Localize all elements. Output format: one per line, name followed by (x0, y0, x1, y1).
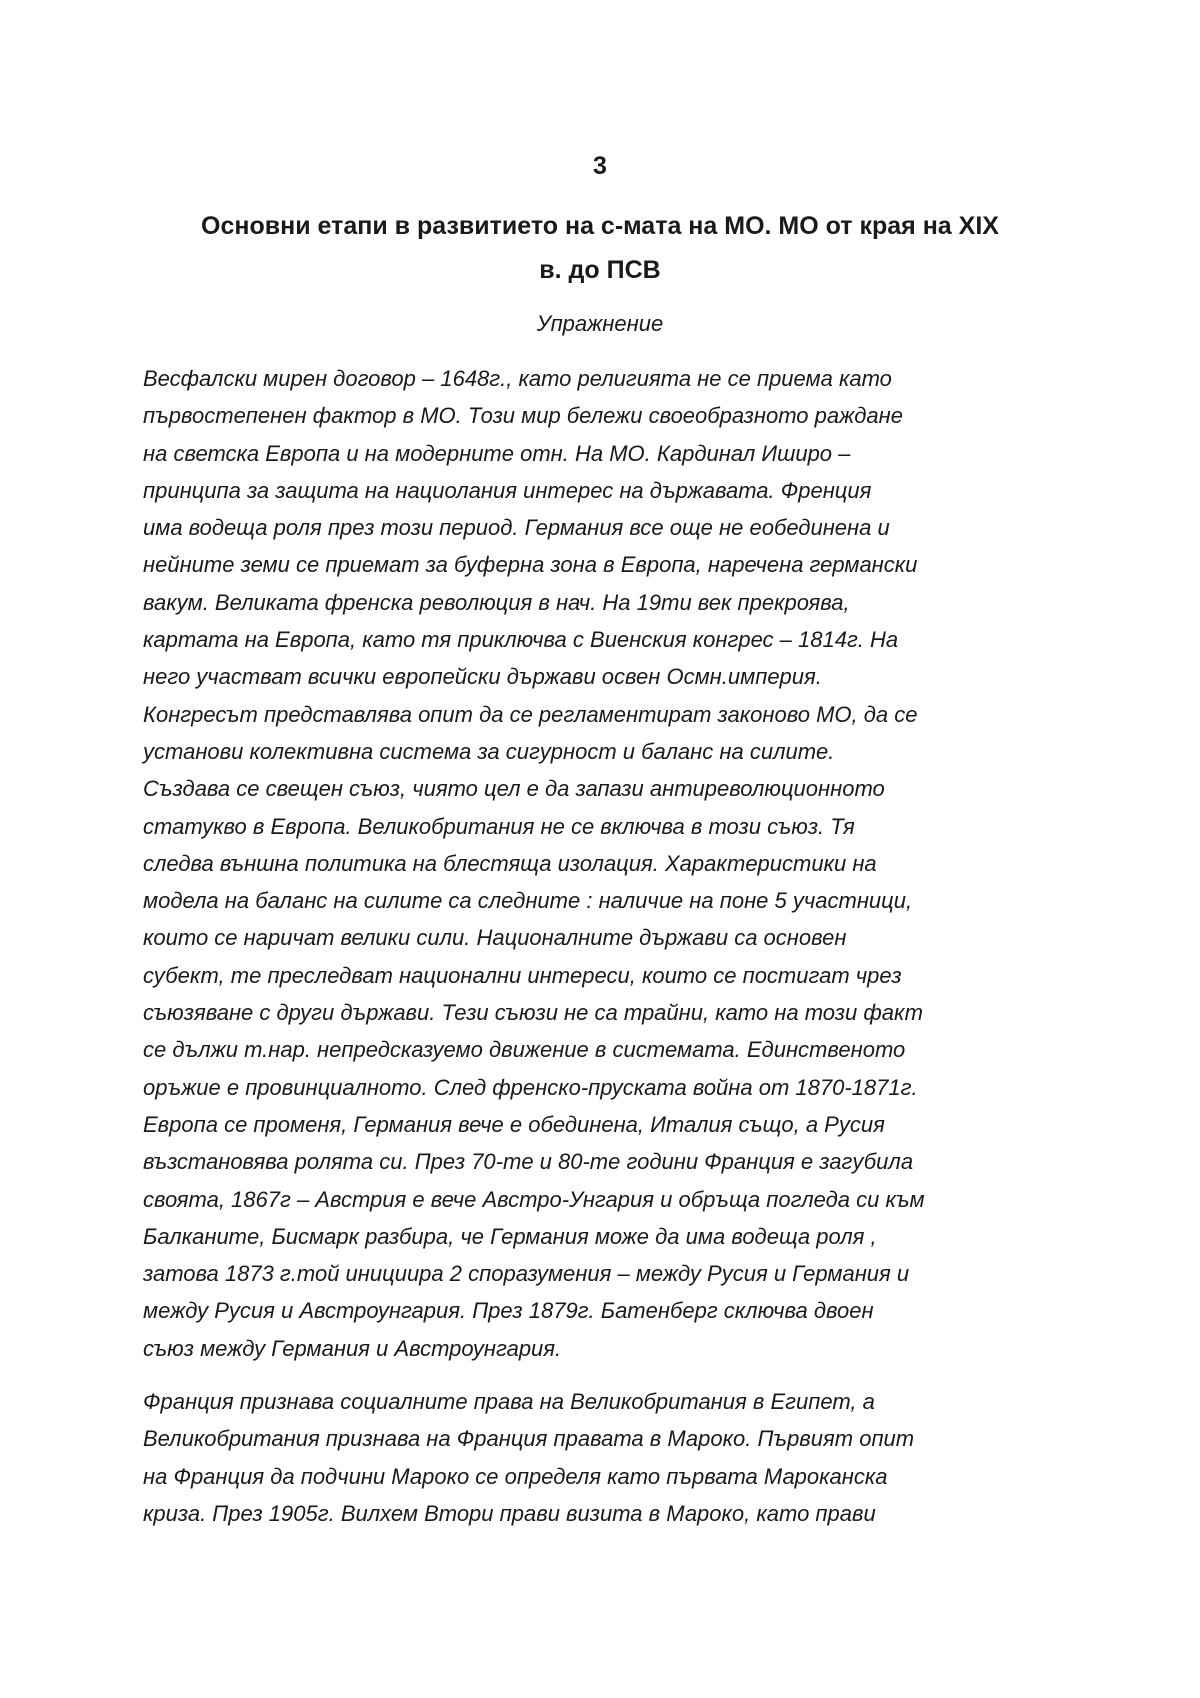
text-line: Балканите, Бисмарк разбира, че Германия може да има водеща роля , (143, 1223, 877, 1249)
text-line: следва външна политика на блестяща изолация. Характеристики на (143, 850, 877, 876)
text-line: нейните земи се приемат за буферна зона в Европа, наречена германски (143, 552, 918, 578)
text-line: които се наричат велики сили. Националните държави са основен (143, 925, 847, 951)
paragraph-1 (143, 360, 1083, 1367)
text-line: има водеща роля през този период. Германия все още не еобединена и (143, 515, 890, 541)
text-line: съюзяване с други държави. Тези съюзи не са трайни, като на този факт (143, 1000, 923, 1026)
text-line: установи колективна система за сигурност и баланс на силите. (143, 738, 835, 764)
text-line: на Франция да подчини Мароко се определя като първата Мароканска (143, 1463, 888, 1489)
text-line: криза. През 1905г. Вилхем Втори прави визита в Мароко, като прави (143, 1500, 876, 1526)
text-line: Весфалски мирен договор – 1648г., като религията не се приема като (143, 366, 892, 391)
text-line: съюз между Германия и Австроунгария. (143, 1335, 562, 1361)
title-line-2: в. до ПСВ (539, 256, 661, 284)
text-line: модела на баланс на силите са следните : наличие на поне 5 участници, (143, 888, 913, 914)
text-line: своята, 1867г – Австрия е вече Австро-Унгария и обръща погледа си към (143, 1186, 925, 1212)
text-line: възстановява ролята си. През 70-те и 80-те години Франция е загубила (143, 1149, 914, 1175)
page-title (100, 204, 1100, 292)
text-line: Европа се променя, Германия вече е обединена, Италия също, а Русия (143, 1111, 885, 1137)
text-line: затова 1873 г.той инициира 2 споразумения – между Русия и Германия и (143, 1261, 910, 1287)
text-line: Франция признава социалните права на Великобритания в Египет, а (143, 1389, 875, 1414)
text-line: Великобритания признава на Франция правата в Мароко. Първият опит (143, 1426, 915, 1452)
page-number: 3 (593, 152, 607, 180)
text-line: първостепенен фактор в МО. Този мир бележи своеобразното раждане (143, 403, 903, 429)
text-line: Конгресът представлява опит да се регламентират законово МО, да се (143, 701, 918, 727)
text-line: вакум. Великата френска революция в нач. На 19ти век прекроява, (143, 589, 850, 615)
text-line: на светска Европа и на модерните отн. На МО. Кардинал Иширо – (143, 440, 851, 466)
text-line: Създава се свещен съюз, чиято цел е да запази антиреволюционното (143, 776, 885, 802)
text-line: статукво в Европа. Великобритания не се включва в този съюз. Тя (143, 813, 855, 839)
text-line: оръжие е провинциалното. След френско-пруската война от 1870-1871г. (143, 1074, 918, 1100)
title-line-1: Основни етапи в развитието на с-мата на МО. МО от края на XIX (201, 212, 999, 240)
text-line: картата на Европа, като тя приключва с Виенския конгрес – 1814г. На (143, 627, 899, 653)
text-line: него участват всички европейски държави освен Осмн.империя. (143, 664, 822, 690)
paragraph-2 (143, 1383, 1083, 1532)
text-line: принципа за защита на нациолания интерес на държавата. Френция (143, 477, 872, 503)
text-line: субект, те преследват национални интереси, които се постигат чрез (143, 962, 902, 988)
subtitle: Упражнение (536, 311, 664, 336)
text-line: се дължи т.нар. непредсказуемо движение в системата. Единственото (143, 1037, 906, 1063)
text-line: между Русия и Австроунгария. През 1879г. Батенберг сключва двоен (143, 1298, 874, 1324)
